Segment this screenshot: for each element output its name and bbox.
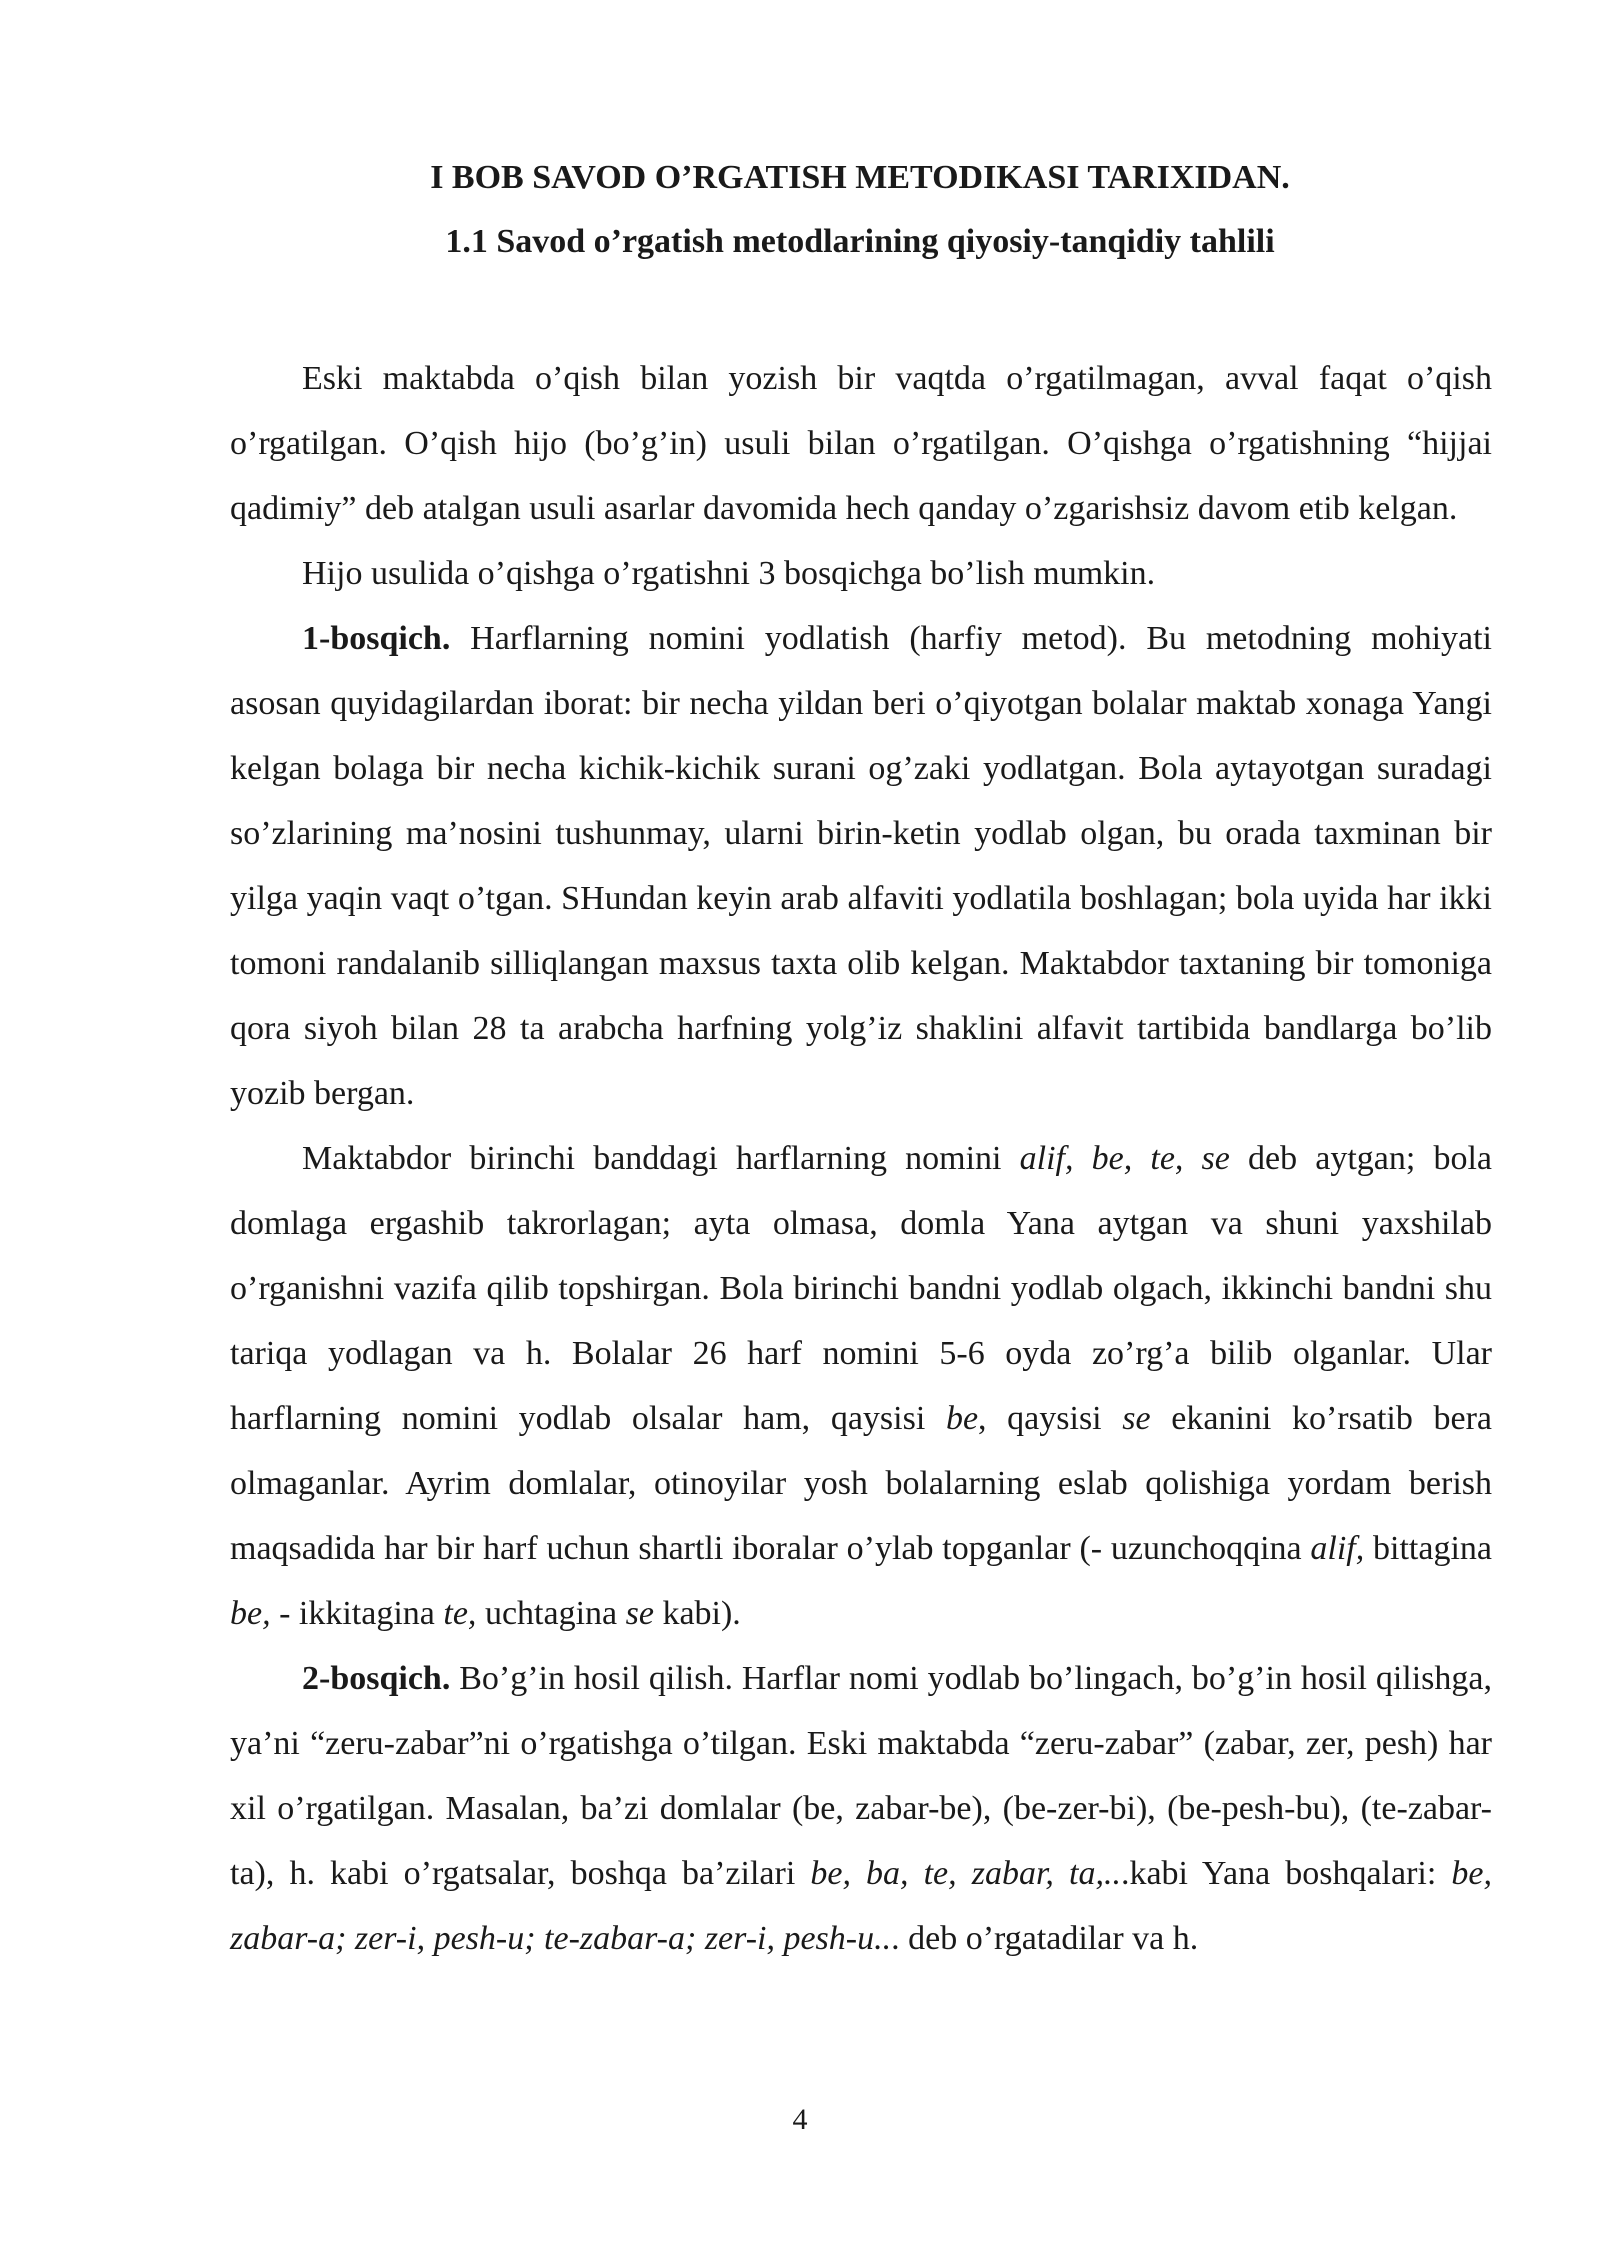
italic-term: be (945, 1400, 979, 1437)
body-text (230, 346, 1492, 1971)
italic-term: be, zabar-a; zer-i, pesh-u; te-zabar-a; zer-i, pesh-u.. (230, 1855, 1492, 1957)
text-run: ekanini ko’rsatib bera olmaganlar. Ayrim domlalar, otinoyilar yosh bolalarning eslab qolishiga yordam berish maqsadida har bir harf uchun shartli iboralar o’ylab topganlar (- uzunchoqqina (230, 1400, 1492, 1567)
paragraph (230, 1126, 1492, 1646)
paragraph (230, 1646, 1492, 1971)
text-run: .kabi Yana boshqalari: (1120, 1855, 1452, 1892)
text-run: bittagina (1364, 1530, 1493, 1567)
stage-label: 2-bosqich. (302, 1660, 451, 1697)
text-run: - ikkitagina (270, 1595, 444, 1632)
paragraph (230, 541, 1492, 606)
text-run: uchtagina (476, 1595, 626, 1632)
text-run: kabi). (653, 1595, 741, 1632)
paragraph-text: Harflarning nomini yodlatish (harfiy metod). Bu metodning mohiyati asosan quyidagilardan iborat: bir necha yildan beri o’qiyotgan bolalar maktab xonaga Yangi kelgan bolaga bir necha kichik-kichik surani og’zaki yodlatgan. Bola aytayotgan suradagi so’zlarining ma’nosini tushunmay, ularni birin-ketin yodlab olgan, bu orada taxminan bir yilga yaqin vaqt o’tgan. SHundan keyin arab alfaviti yodlatila boshlagan; bola uyida har ikki tomoni randalanib silliqlangan maxsus taxta olib kelgan. Maktabdor taxtaning bir tomoniga qora siyoh bilan 28 ta arabcha harfning yolg’iz shaklini alfavit tartibida bandlarga bo’lib yozib bergan. (230, 620, 1492, 1112)
stage-label: 1-bosqich. (302, 620, 451, 657)
chapter-title: I BOB SAVOD O’RGATISH METODIKASI TARIXIDAN. (430, 159, 1290, 196)
italic-term: alif, (1310, 1530, 1365, 1567)
paragraph (230, 606, 1492, 1126)
text-run: . deb o’rgatadilar va h. (891, 1920, 1199, 1957)
paragraph (230, 346, 1492, 541)
italic-term: te, (443, 1595, 477, 1632)
paragraph-text: Eski maktabda o’qish bilan yozish bir vaqtda o’rgatilmagan, avval faqat o’qish o’rgatilgan. O’qish hijo (bo’g’in) usuli bilan o’rgatilgan. O’qishga o’rgatishning “hijjai qadimiy” deb atalgan usuli asarlar davomida hech qanday o’zgarishsiz davom etib kelgan. (230, 360, 1492, 527)
italic-term: se (1122, 1400, 1151, 1437)
section-title: 1.1 Savod o’rgatish metodlarining qiyosiy-tanqidiy tahlili (445, 223, 1275, 260)
paragraph-text: Hijo usulida o’qishga o’rgatishni 3 bosqichga bo’lish mumkin. (302, 555, 1156, 592)
italic-term: be, ba, te, zabar, ta,.. (810, 1855, 1121, 1892)
text-run: , qaysisi (978, 1400, 1123, 1437)
text-run: Bo’g’in hosil qilish. Harflar nomi yodlab bo’lingach, bo’g’in hosil qilishga, ya’ni “zeru-zabar”ni o’rgatishga o’tilgan. Eski maktabda “zeru-zabar” (zabar, zer, pesh) har xil o’rgatilgan. Masalan, ba’zi domlalar (be, zabar-be), (be-zer-bi), (be-pesh-bu), (te-zabar-ta), h. kabi o’rgatsalar, boshqa ba’zilari (230, 1660, 1492, 1892)
page-number: 4 (792, 2103, 808, 2136)
italic-term: se (625, 1595, 654, 1632)
italic-term: be, (230, 1595, 271, 1632)
text-run: deb aytgan; bola domlaga ergashib takrorlagan; ayta olmasa, domla Yana aytgan va shuni yaxshilab o’rganishni vazifa qilib topshirgan. Bola birinchi bandni yodlab olgach, ikkinchi bandni shu tariqa yodlagan va h. Bolalar 26 harf nomini 5-6 oyda zo’rg’a bilib olganlar. Ular harflarning nomini yodlab olsalar ham, qaysisi (230, 1140, 1492, 1437)
text-run: Maktabdor birinchi banddagi harflarning nomini (302, 1140, 1020, 1177)
italic-term: alif, be, te, se (1019, 1140, 1230, 1177)
